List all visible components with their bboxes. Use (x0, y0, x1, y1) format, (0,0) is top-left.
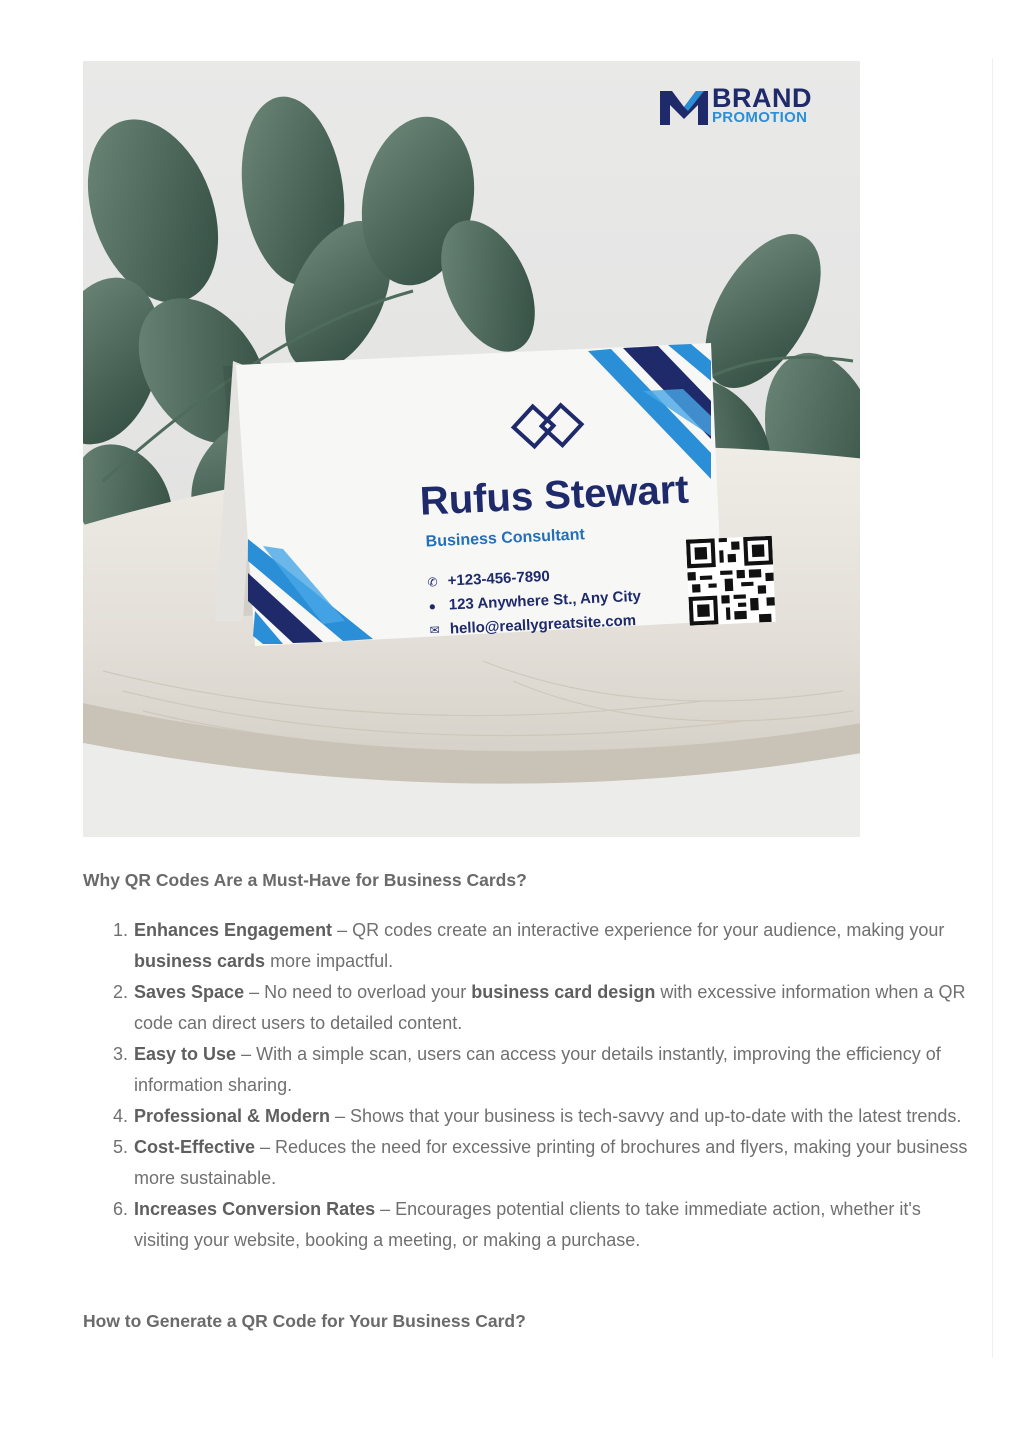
benefit-text: – No need to overload your (244, 982, 472, 1002)
benefit-number: 6. (113, 1199, 129, 1219)
card-address-line (428, 588, 641, 616)
interlocking-diamond-icon (508, 396, 588, 455)
brand-promotion-logo (660, 85, 830, 131)
card-address: 123 Anywhere St., Any City (448, 587, 642, 614)
benefit-item (83, 1132, 973, 1194)
benefit-text-end: more impactful. (265, 951, 394, 971)
card-email: hello@reallygreatsite.com (449, 612, 637, 638)
card-phone: +123-456-7890 (447, 567, 551, 590)
benefit-keyword: business cards (134, 951, 266, 971)
benefit-item (83, 1039, 973, 1101)
heading-how-to-generate: How to Generate a QR Code for Your Business Card? (83, 1311, 526, 1331)
envelope-icon: ✉ (429, 622, 441, 638)
benefit-number: 1. (113, 920, 129, 940)
benefit-title: Enhances Engagement (134, 920, 333, 940)
card-phone-line (427, 568, 550, 592)
benefit-title: Professional & Modern (134, 1106, 331, 1126)
benefit-number: 4. (113, 1106, 129, 1126)
m-monogram-icon (660, 87, 710, 127)
benefit-text-end: with excessive information when a QR code can direct users to detailed content. (134, 982, 966, 1033)
page-edge-rule (992, 58, 993, 1358)
benefit-text: – Reduces the need for excessive printing of brochures and flyers, making your business more sustainable. (134, 1137, 968, 1188)
benefit-text: – With a simple scan, users can access your details instantly, improving the efficiency of information sharing. (134, 1044, 941, 1095)
card-person-name: Rufus Stewart (418, 467, 690, 524)
hero-image (83, 61, 860, 837)
benefit-keyword: business card design (471, 982, 656, 1002)
benefit-number: 3. (113, 1044, 129, 1064)
benefit-item (83, 1101, 973, 1132)
brand-logo-subword: PROMOTION (712, 109, 808, 126)
benefit-title: Easy to Use (134, 1044, 237, 1064)
card-job-title: Business Consultant (425, 526, 586, 551)
benefit-text: – QR codes create an interactive experience for your audience, making your (332, 920, 945, 940)
heading-why-qr-codes: Why QR Codes Are a Must-Have for Business Cards? (83, 870, 527, 890)
phone-icon: ✆ (427, 574, 438, 590)
benefit-number: 5. (113, 1137, 129, 1157)
location-pin-icon: ● (428, 599, 437, 614)
benefit-item (83, 1194, 973, 1256)
benefit-item (83, 915, 973, 977)
benefit-item (83, 977, 973, 1039)
benefit-title: Saves Space (134, 982, 245, 1002)
benefit-number: 2. (113, 982, 129, 1002)
benefit-title: Increases Conversion Rates (134, 1199, 376, 1219)
brand-logo-word: BRAND (712, 83, 812, 113)
benefit-text: – Shows that your business is tech-savvy and up-to-date with the latest trends. (330, 1106, 962, 1126)
qr-code-icon (686, 536, 776, 626)
business-card (323, 376, 763, 638)
benefit-title: Cost-Effective (134, 1137, 256, 1157)
benefits-list (83, 915, 973, 1256)
benefit-text: – Encourages potential clients to take immediate action, whether it's visiting your website, booking a meeting, or making a purchase. (134, 1199, 921, 1250)
